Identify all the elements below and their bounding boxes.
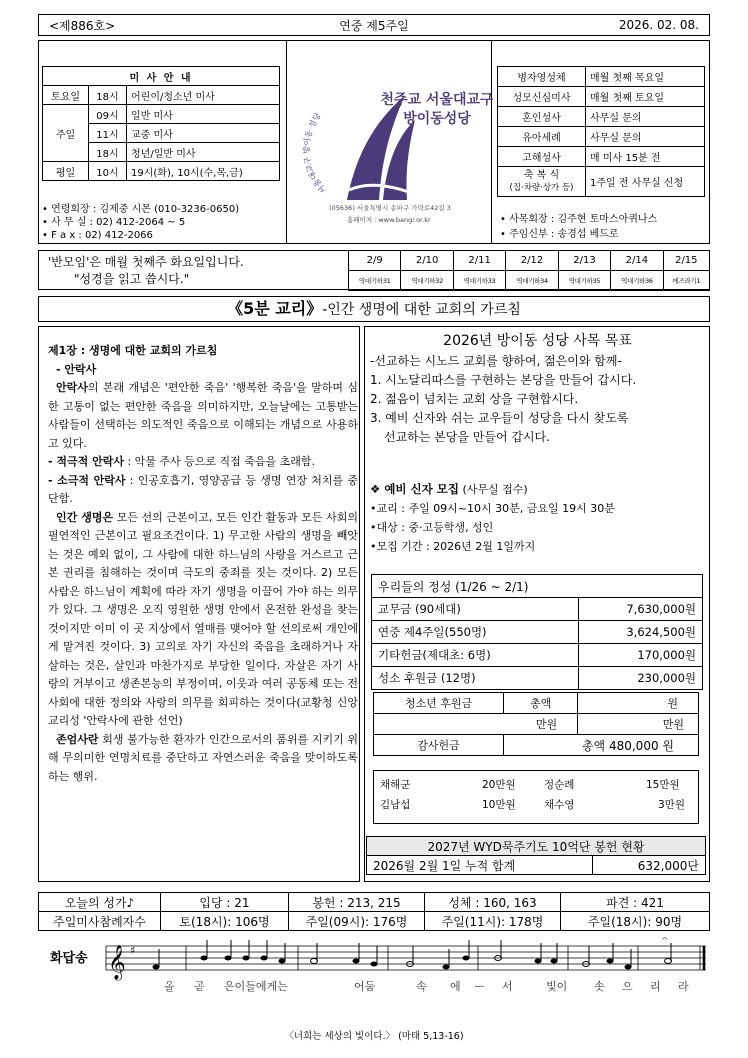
wyd-value: 632,000단 <box>593 856 706 875</box>
svg-text:솟: 솟 <box>594 980 605 993</box>
logo-arc-text: 서울대교구 방이동 성당 <box>302 111 329 195</box>
offering-label: 성소 후원금 (12명) <box>372 667 579 690</box>
notice-line-1: '반모임'은 매월 첫째주 화요일입니다. <box>48 255 244 269</box>
reading-date: 2/14 <box>611 251 663 271</box>
sacrament-value: 사무실 문의 <box>586 127 705 147</box>
psalm-label: 화답송 <box>50 951 88 966</box>
logo-homepage: 홈페이지 : www.bangi.or.kr <box>347 216 431 224</box>
offering-value: 3,624,500원 <box>579 621 703 644</box>
reading-book: 역대기하31 <box>349 271 401 291</box>
psalm-staff <box>38 932 710 1022</box>
hymn-communion: 성체 : 160, 163 <box>425 893 561 912</box>
reading-book: 에즈라기1 <box>663 271 709 291</box>
mass-desc: 교중 미사 <box>127 124 280 143</box>
logo-address: (05636) 서울특별시 송파구 가락로42길 3 <box>329 204 451 212</box>
paragraph: 안락사의 본래 개념은 '편안한 죽음' '행복한 죽음'을 말하며 심한 고통이 없는 편안한 죽음을 의미하지만, 오늘날에는 고통받는 사람들이 선택하는 의도적인 죽음으로 이해되는 개념으로 사용하고 있다. <box>48 381 358 450</box>
paragraph: - 소극적 안락사 : 인공호흡기, 영양공급 등 생명 연장 처치를 중단함. <box>48 473 359 505</box>
youth-unit: 원 <box>578 693 699 714</box>
reading-date: 2/9 <box>349 251 401 271</box>
donor-amount: 3만원 <box>658 799 685 811</box>
wyd-label: 2026월 2월 1일 누적 합계 <box>367 856 593 875</box>
sacrament-value: 매월 첫째 목요일 <box>586 67 705 87</box>
staff-lines <box>106 946 706 970</box>
reading-book: 역대기하34 <box>506 271 558 291</box>
attendance-label: 주일미사참례자수 <box>39 912 161 931</box>
parish-logo <box>287 40 493 244</box>
issue-date: 2026. 02. 08. <box>618 18 699 32</box>
chapter-title: 제1장 : 생명에 대한 교회의 가르침 <box>48 344 218 357</box>
svg-text:은이들에게는: 은이들에게는 <box>224 980 288 993</box>
sacraments-table <box>497 66 705 197</box>
doctrine-banner <box>38 296 710 322</box>
mass-title: 미 사 안 내 <box>43 67 280 86</box>
catechumen-recruit <box>370 480 705 556</box>
parish-logo-block <box>286 40 492 244</box>
mass-time: 18시 <box>89 143 127 162</box>
donor-amount: 10만원 <box>482 799 516 811</box>
recruit-period: •모집 기간 : 2026년 2월 1일까지 <box>370 540 536 553</box>
paragraph: 인간 생명은 모든 선의 근본이고, 모든 인간 활동과 모든 사회의 필연적인 근본이고 필요조건이다. 1) 무고한 사람의 생명을 빼앗는 것은 예외 없이, 그 사람에 대한 하느님의 사랑을 거스르고 근본 권리를 침해하는 것이며 극도의 중죄를 짓는 것이다. 2) 모든 사람은 하느님이 계획에 따라 자기 생명을 이끌어 가야 하는 의무가 있다. 그 생명은 오직 영원한 생명 안에서 온전한 완성을 찾는 것이지만 이미 이 곳 지상에서 열매를 맺어야 할 선의로써 개인에게 맡겨진 것이다. 3) 고의로 자기 자신의 죽음을 초래하거나 자살하는 것은, 살인과 마찬가지로 부당한 일이다. 자살은 자기 사랑의 거부이고 생존본능의 부정이며, 이웃과 여러 공동체 또는 전 사회에 대한 정의와 사랑의 의무를 회피하는 것이다(교황청 신앙교리성 '안락사에 관한 선언) <box>48 510 358 727</box>
mass-desc: 일반 미사 <box>127 105 280 124</box>
recruit-title: ❖ 예비 신자 모집 <box>370 482 459 496</box>
svg-text:리: 리 <box>650 980 661 993</box>
offering-label: 교무금 (90세대) <box>372 598 579 621</box>
youth-amount-a: 만원 <box>374 714 578 735</box>
hymn-offertory: 봉헌 : 213, 215 <box>289 893 425 912</box>
council-chair: • 사목회장 : 김주현 토마스아퀴나스 <box>500 214 658 225</box>
psalm-lyrics <box>164 979 689 993</box>
goals-subtitle: -선교하는 시노드 교회를 향하여, 젊은이와 함께- <box>370 354 622 368</box>
mass-day: 토요일 <box>43 86 89 105</box>
recruit-note: (사무실 접수) <box>462 483 528 496</box>
donor-amount: 20만원 <box>482 779 516 791</box>
sacrament-value: 사무실 문의 <box>586 107 705 127</box>
youth-donation-table <box>373 692 699 756</box>
sacrament-label: 유아세례 <box>498 127 586 147</box>
donor-amount: 15만원 <box>646 779 680 791</box>
reading-book: 역대기하33 <box>453 271 505 291</box>
attendance-sun11: 주일(11시): 178명 <box>425 912 561 931</box>
svg-text:으: 으 <box>622 980 633 993</box>
wyd-title: 2027년 WYD묵주기도 10억단 봉헌 현황 <box>367 837 706 856</box>
reading-date: 2/11 <box>453 251 505 271</box>
header-bar <box>38 14 710 36</box>
mass-desc: 19시(화), 10시(수,목,금) <box>127 162 280 181</box>
bible-reading-table <box>348 250 710 291</box>
mass-time: 11시 <box>89 124 127 143</box>
attendance-sun9: 주일(09시): 176명 <box>289 912 425 931</box>
thanks-total: 총액 480,000 원 <box>504 735 699 756</box>
youth-label: 청소년 후원금 <box>374 693 504 714</box>
mass-time: 10시 <box>89 162 127 181</box>
thanks-label: 감사헌금 <box>374 735 504 756</box>
svg-text:라: 라 <box>678 980 689 993</box>
mass-day: 주일 <box>43 105 89 162</box>
donor-name: 정순례 <box>544 779 575 791</box>
offering-value: 170,000원 <box>579 644 703 667</box>
paragraph: - 적극적 안락사 : 악물 주사 등으로 직접 죽음을 초래함. <box>48 455 316 468</box>
hymn-entrance: 입당 : 21 <box>161 893 289 912</box>
psalm-caption: 〈너희는 세상의 빛이다.〉 (마태 5,13-16) <box>284 1031 464 1042</box>
donor-name: 채수영 <box>544 799 575 811</box>
svg-text:빛이: 빛이 <box>546 980 568 993</box>
sacrament-label: 성모신심미사 <box>498 87 586 107</box>
donor-list <box>373 770 699 824</box>
hymn-attendance-table <box>38 892 710 931</box>
treble-clef-icon: 𝄞 <box>108 945 126 980</box>
goal-item: 1. 시노달리따스를 구현하는 본당을 만들어 갑시다. <box>370 373 637 387</box>
mass-schedule-table <box>42 66 280 181</box>
offering-label: 연중 제4주일(550명) <box>372 621 579 644</box>
sharp-icon: ♯ <box>130 944 136 957</box>
sacrament-label: 혼인성사 <box>498 107 586 127</box>
hymn-label: 오늘의 성가♪ <box>39 893 161 912</box>
svg-text:에: 에 <box>450 980 461 993</box>
offering-title: 우리들의 정성 (1/26 ~ 2/1) <box>372 575 703 598</box>
donor-name: 김남섭 <box>380 799 411 811</box>
hymn-recessional: 파견 : 421 <box>561 893 710 912</box>
pastor: • 주임신부 : 송경섭 베드로 <box>500 229 619 240</box>
svg-text:올: 올 <box>164 980 175 993</box>
office-phone: • 사 무 실 : 02) 412-2064 ~ 5 <box>42 217 186 228</box>
doctrine-text <box>48 342 358 786</box>
offering-value: 7,630,000원 <box>579 598 703 621</box>
goal-item: 3. 예비 신자와 쉬는 교우들이 성당을 다시 찾도록 <box>370 411 629 425</box>
issue-number: <제886호> <box>49 18 116 33</box>
logo-name-2: 방이동성당 <box>403 111 471 127</box>
mass-time: 09시 <box>89 105 127 124</box>
officers <box>500 212 657 242</box>
svg-text:서: 서 <box>502 980 513 993</box>
sacrament-label: 고해성사 <box>498 147 586 167</box>
mass-day: 평일 <box>43 162 89 181</box>
svg-text:어둠: 어둠 <box>354 980 376 993</box>
contacts <box>42 203 239 242</box>
wyd-rosary-table <box>366 836 706 875</box>
pastoral-goals <box>370 330 705 447</box>
section-title: - 안락사 <box>56 362 97 376</box>
reading-book: 역대기하32 <box>401 271 453 291</box>
sacrament-value: 매월 첫째 토요일 <box>586 87 705 107</box>
goal-item: 2. 젊음이 넘치는 교회 상을 구현합시다. <box>370 392 579 406</box>
logo-name-1: 천주교 서울대교구 <box>380 92 493 108</box>
sacrament-value: 매 미사 15분 전 <box>586 147 705 167</box>
reading-book: 역대기하36 <box>611 271 663 291</box>
notice <box>48 254 244 288</box>
notice-line-2: "성경을 읽고 씁시다." <box>74 272 190 286</box>
fermata-icon: 𝄐 <box>662 934 668 945</box>
reading-date: 2/13 <box>558 251 610 271</box>
attendance-sat: 토(18시): 106명 <box>161 912 289 931</box>
mass-desc: 어린이/청소년 미사 <box>127 86 280 105</box>
donor-name: 채해군 <box>380 779 411 791</box>
youth-amount-b: 만원 <box>578 714 699 735</box>
psalm-response <box>38 932 710 1022</box>
attendance-sun18: 주일(18시): 90명 <box>561 912 710 931</box>
svg-text:ー: ー <box>474 980 485 993</box>
blessing-note: (집·차량·상가 등) <box>509 182 574 193</box>
recruit-target: •대상 : 중·고등학생, 성인 <box>370 521 494 534</box>
mass-desc: 청년/일반 미사 <box>127 143 280 162</box>
svg-text:속: 속 <box>416 980 427 993</box>
offering-label: 기타헌금(제대초: 6명) <box>372 644 579 667</box>
funeral-chair: • 연령회장 : 김제중 시몬 (010-3236-0650) <box>42 204 240 215</box>
liturgical-week: 연중 제5주일 <box>339 18 409 33</box>
goals-title: 2026년 방이동 성당 사목 목표 <box>443 333 632 349</box>
sacrament-value: 1주일 전 사무실 신청 <box>586 167 705 197</box>
reading-book: 역대기하35 <box>558 271 610 291</box>
offering-table <box>371 574 703 690</box>
goal-item: 선교하는 본당을 만들어 갑시다. <box>384 430 550 444</box>
blessing-label: 축 복 식 <box>523 169 560 181</box>
mass-time: 18시 <box>89 86 127 105</box>
paragraph: 존엄사란 회생 불가능한 환자가 인간으로서의 품위를 지키기 위해 무의미한 연명치료를 중단하고 자연스러운 죽음을 맞이하도록 하는 행위. <box>48 732 358 783</box>
banner-subtitle: -인간 생명에 대한 교회의 가르침 <box>322 302 521 318</box>
svg-text:곧: 곧 <box>194 980 205 993</box>
reading-date: 2/15 <box>663 251 709 271</box>
sacrament-label <box>498 167 586 197</box>
notes <box>153 940 672 970</box>
recruit-class: •교리 : 주일 09시~10시 30분, 금요일 19시 30분 <box>370 502 615 515</box>
reading-date: 2/10 <box>401 251 453 271</box>
offering-value: 230,000원 <box>579 667 703 690</box>
banner-title: 《5분 교리》 <box>227 299 323 318</box>
reading-date: 2/12 <box>506 251 558 271</box>
fax-number: • F a x : 02) 412-2066 <box>42 230 153 241</box>
sacrament-label: 병자영성체 <box>498 67 586 87</box>
youth-total-label: 총액 <box>504 693 578 714</box>
